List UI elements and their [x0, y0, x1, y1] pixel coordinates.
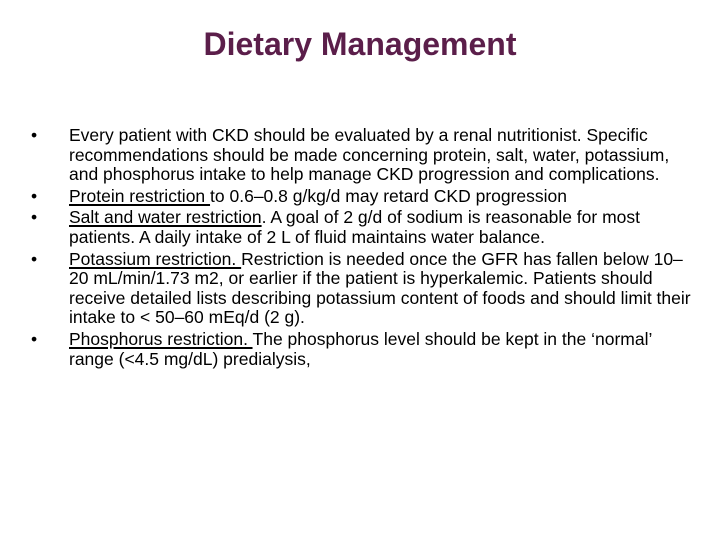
bullet-lead: Potassium restriction.: [69, 248, 242, 269]
bullet-dot: •: [31, 207, 38, 228]
bullet-text: Restriction is needed once the GFR has fallen below 10–20 mL/min/1.73 m2, or earlier if the patient is hyperkalemic. Patients should receive detailed lists describing potassium content of foods and should limit their intake to < 50–60 mEq/d (2 g).: [69, 248, 691, 328]
bullet-text: The phosphorus level should be kept in the ‘normal’ range (<4.5 mg/dL) predialysis,: [69, 328, 652, 369]
bullet-dot: •: [31, 248, 38, 269]
bullet-dot: •: [31, 185, 38, 206]
bullet-list: [31, 126, 691, 371]
bullet-item: [31, 208, 691, 247]
bullet-text: . A goal of 2 g/d of sodium is reasonable for most patients. A daily intake of 2 L of fluid maintains water balance.: [69, 207, 641, 247]
bullet-dot: •: [31, 328, 38, 349]
bullet-lead: Salt and water restriction: [69, 207, 262, 228]
bullet-item: [31, 330, 691, 369]
bullet-item: [31, 187, 691, 207]
bullet-text: to 0.6–0.8 g/kg/d may retard CKD progression: [210, 185, 568, 206]
slide-title: Dietary Management: [203, 26, 517, 62]
bullet-lead: Phosphorus restriction.: [69, 328, 253, 349]
bullet-text: Every patient with CKD should be evaluated by a renal nutritionist. Specific recommendations should be made concerning protein, salt, water, potassium, and phosphorus intake to help manage CKD progression and complications.: [69, 125, 670, 185]
bullet-dot: •: [31, 125, 38, 145]
bullet-item: [31, 250, 691, 328]
bullet-item: [31, 126, 691, 185]
bullet-lead: Protein restriction: [69, 185, 211, 206]
